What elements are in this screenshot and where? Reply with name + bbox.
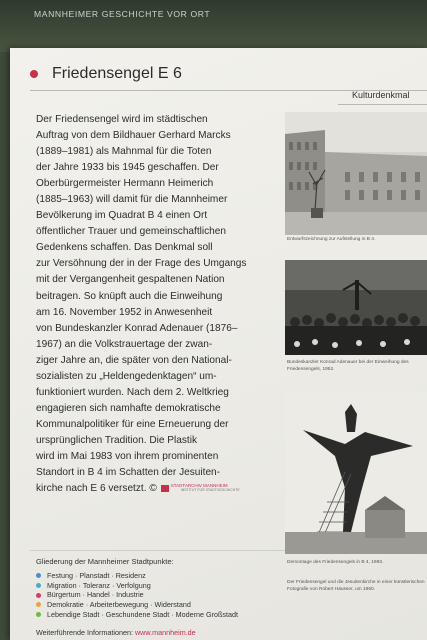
body-line: zur Versöhnung der in der Frage des Umgangs <box>36 258 247 270</box>
body-line: Oberbürgermeister Hermann Heimerich <box>36 178 214 190</box>
photo-inauguration <box>285 260 427 355</box>
body-line: am 16. November 1952 in Anwesenheit <box>36 306 213 318</box>
body-line: Auftrag von dem Bildhauer Gerhard Marcks <box>36 130 231 142</box>
legend-item <box>36 600 238 610</box>
legend-item <box>36 571 238 581</box>
body-line: ursprünglichen Tradition. Die Plastik <box>36 434 198 446</box>
body-line: öffentlicher Trauer und gemeinschaftlichen <box>36 226 227 238</box>
caption-photo1: Entwurfszeichnung zur Aufstellung in B 4. <box>287 237 376 242</box>
more-info-label: Weiterführende Informationen: <box>36 628 135 637</box>
logo-subtext: INSTITUT FÜR STADTGESCHICHTE <box>180 488 240 493</box>
body-line: der Jahre 1933 bis 1945 geschaffen. Der <box>36 162 219 174</box>
photo-design-drawing <box>285 112 427 235</box>
sculpture-image <box>285 392 427 554</box>
legend-label: Migration · Toleranz · Verfolgung <box>47 580 151 590</box>
legend-label: Bürgertum · Handel · Industrie <box>47 590 144 600</box>
body-line: (1889–1981) als Mahnmal für die Toten <box>36 146 212 158</box>
photo-sculpture <box>285 392 427 554</box>
caption-photo2: Bundeskanzler Konrad Adenauer bei der Einweihung des Friedensengels, 1952. <box>287 360 409 372</box>
inauguration-image <box>285 260 427 355</box>
legend-label: Lebendige Stadt · Geschundene Stadt · Moderne Großstadt <box>47 609 238 619</box>
body-line: (1885–1963) will damit für die Mannheimer <box>36 194 228 206</box>
title-bullet-icon <box>30 70 38 78</box>
caption-photo3-a: Demontage des Friedensengels in B 4, 1983. <box>287 560 384 565</box>
design-drawing-image <box>285 112 427 235</box>
page-title: Friedensengel E 6 <box>52 65 182 82</box>
legend-dot-icon <box>36 573 41 578</box>
body-line: kirche nach E 6 versetzt. © STADTARCHIV MANNHEIM INSTITUT FÜR STADTGESCHICHTE <box>36 483 240 495</box>
body-line: Kommunalpolitiker für eine Erneuerung der <box>36 418 229 430</box>
body-line: Der Friedensengel wird im städtischen <box>36 114 208 125</box>
body-line: beitragen. So knüpft auch die Einweihung <box>36 290 223 302</box>
legend-item <box>36 590 238 600</box>
more-info-link[interactable]: www.mannheim.de <box>134 628 196 637</box>
legend-label: Festung · Planstadt · Residenz <box>47 571 146 580</box>
legend-item <box>36 610 238 620</box>
body-line: mit der Vergangenheit gespaltenen Nation <box>36 274 225 286</box>
category-divider <box>338 104 427 105</box>
more-info <box>36 628 196 637</box>
header-bar <box>0 0 427 50</box>
caption-photo3-b: Der Friedensengel und die Jesuitenkirche in einer künstlerischen Fotografie von Robert Häusser, um 1960. <box>287 580 425 592</box>
body-line: wird im Mai 1983 von ihrem prominenten <box>36 450 219 462</box>
body-line: Standort in B 4 im Schatten der Jesuiten- <box>36 467 221 479</box>
series-header: MANNHEIMER GESCHICHTE VOR ORT <box>34 9 211 19</box>
body-line: Bevölkerung im Quadrat B 4 einen Ort <box>36 210 208 222</box>
legend-title: Gliederung der Mannheimer Stadtpunkte: <box>36 557 174 566</box>
category-label: Kulturdenkmal <box>352 90 410 100</box>
legend-dot-icon <box>36 583 41 588</box>
body-line: 1967) an die Volkstrauertage der zwan- <box>36 338 213 350</box>
legend-dot-icon <box>36 612 41 617</box>
body-line: funktioniert wurden. Nach dem 2. Weltkrieg <box>36 386 229 398</box>
stadtarchiv-logo <box>161 484 240 492</box>
legend-dot-icon <box>36 593 41 598</box>
logo-text: STADTARCHIV MANNHEIM <box>170 483 228 489</box>
legend-divider <box>30 550 285 551</box>
title-row <box>30 64 182 84</box>
legend-label: Demokratie · Arbeiterbewegung · Widerstand <box>47 600 191 610</box>
body-line: von Bundeskanzler Konrad Adenauer (1876– <box>36 322 238 334</box>
body-line: sozialisten zu „Heldengedenktagen“ um- <box>36 370 217 382</box>
body-text <box>36 112 286 497</box>
body-line: ziger Jahre an, die später von den National- <box>36 354 232 366</box>
legend-item <box>36 581 238 591</box>
legend-dot-icon <box>36 602 41 607</box>
body-line: Gedenkens schaffen. Das Denkmal soll <box>36 242 213 254</box>
body-line: engagieren sich namhafte demokratische <box>36 402 221 414</box>
logo-mark-icon <box>161 485 169 492</box>
legend-list <box>36 571 238 620</box>
